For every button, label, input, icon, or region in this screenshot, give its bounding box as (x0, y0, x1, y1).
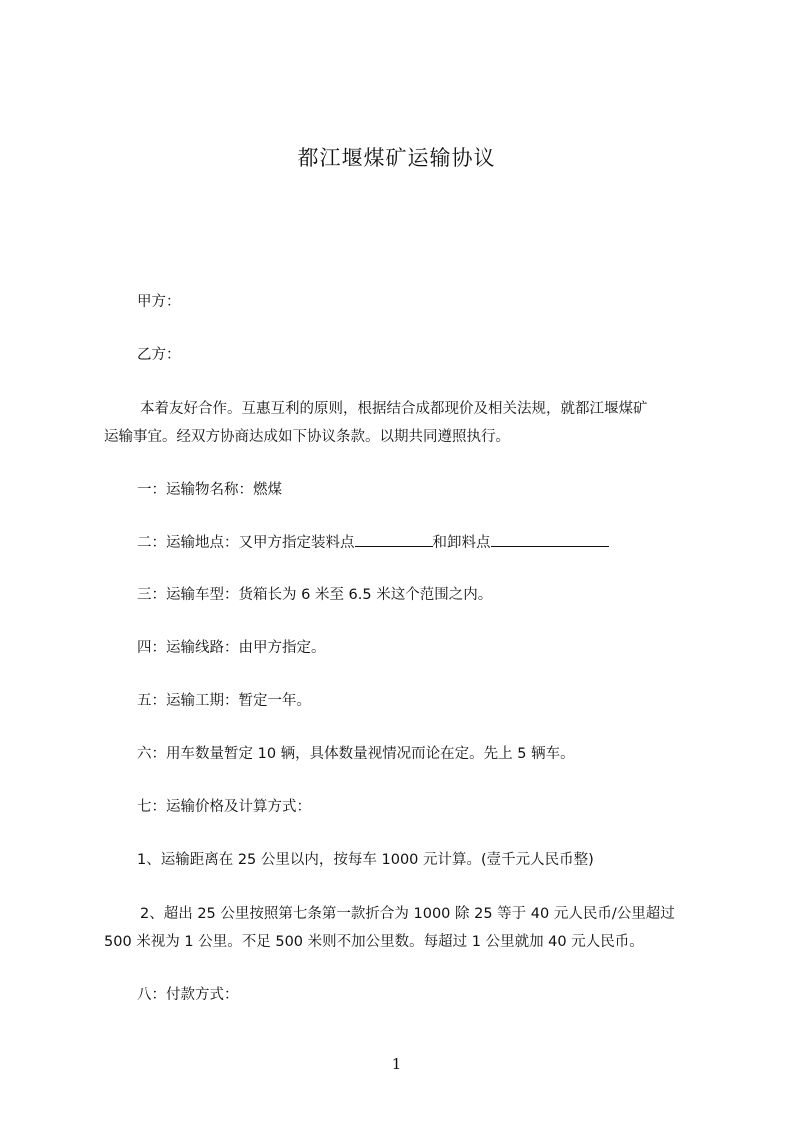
party-b-label: 乙方： (137, 347, 181, 363)
clause-2-middle: 和卸料点 (432, 535, 491, 551)
preamble-line-1: 本着友好合作。互惠互利的原则，根据结合成都现价及相关法规，就都江堰煤矿 (140, 401, 648, 417)
clause-8: 八：付款方式： (137, 987, 239, 1003)
clause-2 (137, 532, 609, 553)
clause-1: 一：运输物名称：燃煤 (137, 482, 282, 498)
document-title: 都江堰煤矿运输协议 (297, 146, 496, 170)
clause-6: 六：用车数量暂定 10 辆，具体数量视情况而论在定。先上 5 辆车。 (137, 746, 575, 762)
preamble-line-2: 运输事宜。经双方协商达成如下协议条款。以期共同遵照执行。 (104, 429, 510, 445)
party-a-label: 甲方： (137, 294, 181, 310)
unloading-point-blank (491, 532, 609, 547)
loading-point-blank (355, 532, 433, 547)
clause-2-prefix: 二：运输地点：又甲方指定装料点 (137, 535, 355, 551)
page-number: 1 (391, 1055, 402, 1073)
clause-7-item-2-line-2: 500 米视为 1 公里。不足 500 米则不加公里数。每超过 1 公里就加 40 元人民币。 (104, 934, 644, 950)
clause-5: 五：运输工期：暂定一年。 (137, 693, 311, 709)
clause-7: 七：运输价格及计算方式： (137, 799, 311, 815)
clause-4: 四：运输线路：由甲方指定。 (137, 640, 326, 656)
clause-7-item-2-line-1: 2、超出 25 公里按照第七条第一款折合为 1000 除 25 等于 40 元人民币/公里超过 (140, 906, 675, 922)
clause-3: 三：运输车型：货箱长为 6 米至 6.5 米这个范围之内。 (137, 587, 493, 603)
clause-7-item-1: 1、运输距离在 25 公里以内，按每车 1000 元计算。(壹千元人民币整) (137, 852, 594, 868)
